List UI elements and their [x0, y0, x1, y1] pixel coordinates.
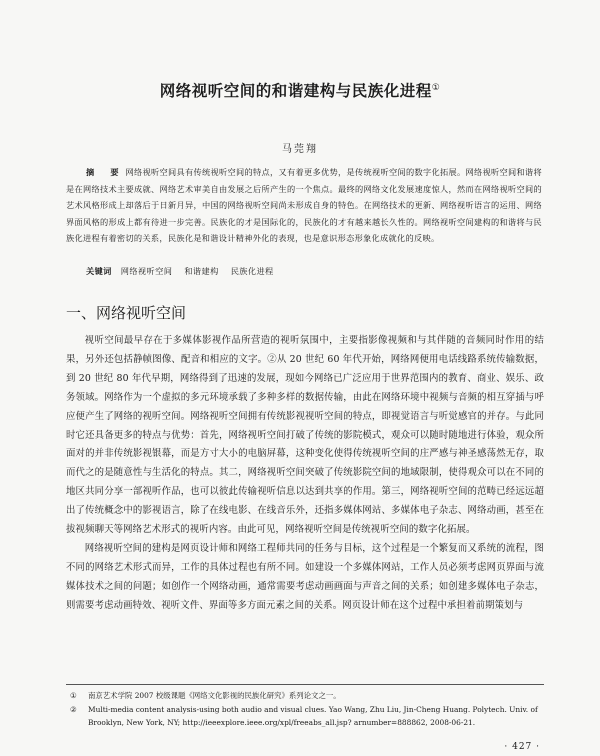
- keywords: [86, 266, 274, 277]
- section-heading: 一、网络视听空间: [66, 304, 187, 322]
- page-number: · 427 ·: [504, 742, 540, 752]
- abstract-label: 摘 要: [86, 167, 123, 177]
- title-footnote-mark: ①: [431, 82, 441, 93]
- paragraph: 网络视听空间的建构是网页设计师和网络工程师共同的任务与目标，这个过程是一个繁复而又系统的流程，图不同的网络艺术形式而异，工作的具体过程也有所不同。如建设一个多媒体网站，工作人员必须考虑网页界面与流媒体技术之间的问题；如创作一个网络动画，通常需要考虑动画画面与声音之间的关系；如创建多媒体电子杂志，则需要考虑动画特效、视听文件、界面等多方面元素之间的关系。网页设计师在这个过程中承担着前期策划与: [66, 542, 544, 611]
- footnote-text: Multi-media content analysis-using both audio and visual clues. Yao Wang, Zhu Liu, Jin-Cheng Huang. Polytech. Univ. of Brooklyn, New York, NY; http://ieeexplore.ieee.org/xpl/freeabs_all.jsp? arnumber=888862, 2008-06-21.: [88, 704, 538, 727]
- abstract: [66, 164, 542, 247]
- abstract-text: 网络视听空间具有传统视听空间的特点，又有着更多优势，是传统视听空间的数字化拓展。网络视听空间和谐将是在网络技术主要成就、网络艺术审美自由发展之后所产生的一个焦点。最终的网络文化发展速度惊人，然而在网络视听空间的艺术风格形成上却落后于日新月异，中国的网络视听空间尚未形成自身的特色。在网络技术的更新、网络视听语言的运用、网络界面风格的形成上都有待进一步完善。民族化的才是国际化的，民族化的才有越来越长久性的。网络视听空间建构的和谐将与民族化进程有着密切的关系，民族化是和谐设计精神外化的表现，也是意识形态形象化成就化的反映。: [66, 167, 542, 244]
- footnote-mark: ②: [70, 704, 77, 714]
- title-text: 网络视听空间的和谐建构与民族化进程: [159, 82, 432, 100]
- footnote-mark: ①: [70, 691, 77, 700]
- keywords-label: 关键词: [86, 266, 112, 276]
- footnotes: [66, 684, 544, 730]
- keyword: 民族化进程: [230, 266, 274, 276]
- footnote-text: 南京艺术学院 2007 校级课题《网络文化影视的民族化研究》系列论文之一。: [88, 691, 341, 700]
- body-text: [66, 332, 544, 616]
- keyword: 和谐建构: [184, 266, 219, 276]
- keyword: 网络视听空间: [120, 266, 173, 276]
- author-name: 马莞翔: [282, 144, 318, 155]
- footnote: [66, 689, 544, 703]
- article-title: [0, 79, 600, 101]
- paragraph: 视听空间最早存在于多媒体影视作品所营造的视听氛围中，主要指影像视频和与其伴随的音频同时作用的结果，另外还包括静帧图像、配音和相应的文字。②从 20 世纪 60 年代开始，网络网便用电话线路系统传输数据，到 20 世纪 80 年代早期，网络得到了迅速的发展，现如今网络已广泛应用于世界范围内的教育、商业、娱乐、政务领域。网络作为一个虚拟的多元环境承载了多种多样的数据传输，由此在网络环境中视频与音频的相互穿插与呼应便产生了网络的视听空间。网络视听空间拥有传统影视视听空间的特点，即视觉语言与听觉感官的并存。与此同时它还具备更多的特点与优势：首先，网络视听空间打破了传统的影院模式，观众可以随时随地进行体验，观众所面对的并非传统影视银幕，而是方寸大小的电脑屏幕，这种变化使得传统视听空间的庄严感与神圣感荡然无存，取而代之的是随意性与生活化的特点。其二，网络视听空间突破了传统影院空间的地域限制，使得观众可以在不同的地区共同分享一部视听作品，也可以彼此传输视听信息以达到共享的作用。第三，网络视听空间的范畴已经远远超出了传统概念中的影视语言，除了在线电影、在线音乐外，还指多媒体网站、多媒体电子杂志、网络动画，甚至在拔视频聊天等网络艺术形式的视听内容。由此可见，网络视听空间是传统视听空间的数字化拓展。: [66, 335, 544, 536]
- footnote: [66, 703, 544, 730]
